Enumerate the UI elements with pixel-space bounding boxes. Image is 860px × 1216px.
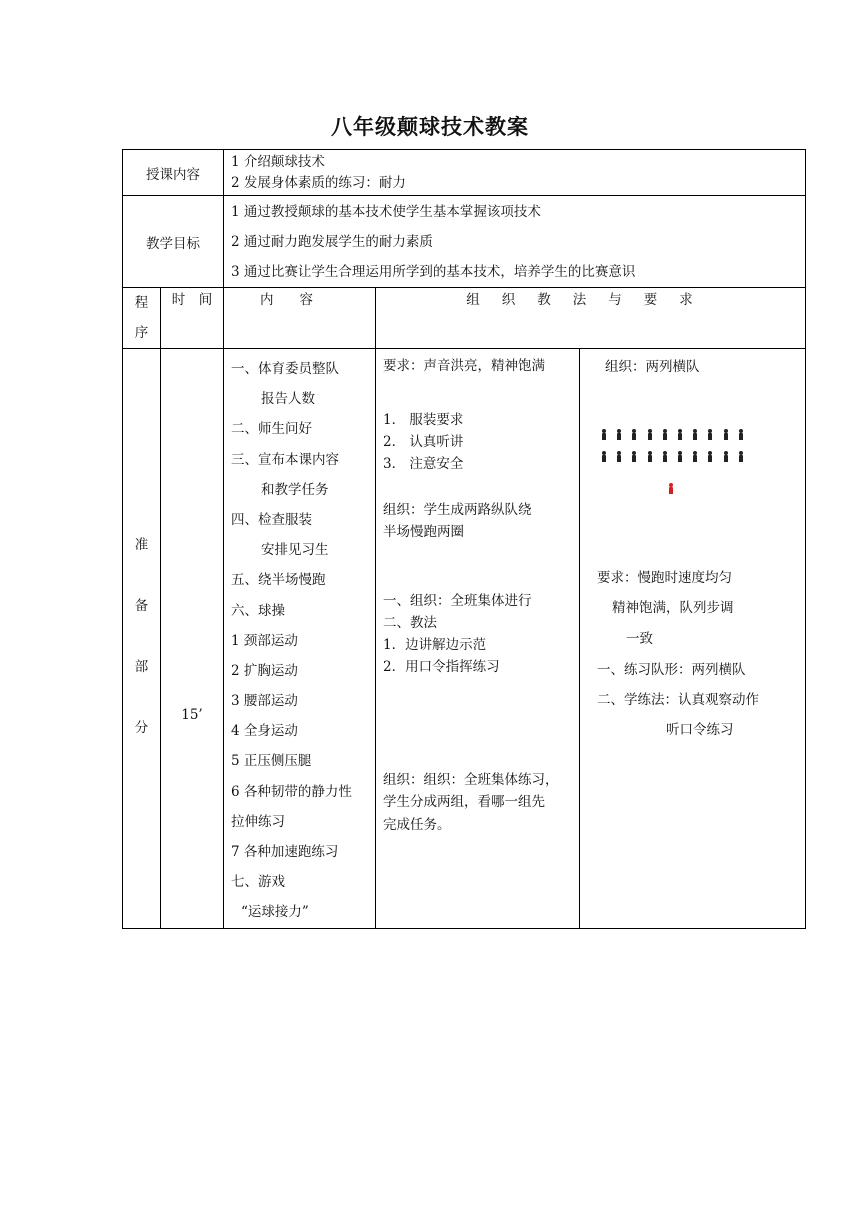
- method-left-item-3: 3． 注意安全: [383, 456, 464, 472]
- student-icon: [616, 451, 622, 462]
- content-item: 7 各种加速跑练习: [231, 844, 339, 860]
- method-right-item2-line1: 二、学练法：认真观察动作: [597, 692, 759, 708]
- section-name-char: 分: [134, 720, 149, 737]
- method-left-org2-line3: 1．边讲解边示范: [383, 637, 487, 653]
- row-teaching-goals: [123, 196, 806, 288]
- teaching-content-line: 2 发展身体素质的练习：耐力: [231, 175, 406, 191]
- student-icon: [662, 451, 668, 462]
- section-time-cell: [161, 349, 224, 929]
- content-item: 3 腰部运动: [231, 693, 298, 710]
- student-icon: [707, 451, 713, 462]
- teaching-content-line: 1 介绍颠球技术: [231, 154, 325, 170]
- page-title: 八年级颠球技术教案: [331, 115, 529, 139]
- method-right-item2-line2: 听口令练习: [666, 722, 734, 738]
- method-left-requirement: 要求：声音洪亮，精神饱满: [383, 358, 545, 374]
- section-name-char: 准: [134, 537, 149, 554]
- student-icon: [677, 429, 683, 440]
- header-procedure-char-2: 序: [134, 325, 149, 341]
- content-item: 六、球操: [231, 602, 285, 619]
- student-icon: [738, 451, 744, 462]
- section-row: [123, 349, 806, 929]
- teaching-goals-label: 教学目标: [123, 196, 224, 288]
- content-item: 5 正压侧压腿: [231, 753, 312, 770]
- method-left-org1-line2: 半场慢跑两圈: [383, 524, 464, 540]
- method-right-req-line2: 精神饱满，队列步调: [612, 600, 734, 616]
- content-item: 安排见习生: [261, 542, 329, 559]
- student-icon: [601, 429, 607, 440]
- table-header-row: [123, 288, 806, 349]
- method-left-org1-line1: 组织：学生成两路纵队绕: [383, 502, 532, 518]
- formation-label: 组织：两列横队: [605, 359, 700, 375]
- section-time: 15’: [181, 707, 203, 723]
- content-item: 三、宣布本课内容: [231, 451, 339, 468]
- content-item: 2 扩胸运动: [231, 662, 298, 679]
- content-item: 报告人数: [261, 391, 315, 408]
- method-left-org2-line1: 一、组织：全班集体进行: [383, 593, 532, 609]
- content-item: “运球接力”: [241, 904, 309, 921]
- content-item: 1 颈部运动: [231, 632, 298, 649]
- content-item: 五、绕半场慢跑: [231, 572, 326, 589]
- row-teaching-content: [123, 150, 806, 196]
- method-left-org2-line2: 二、教法: [383, 615, 437, 631]
- student-icon: [631, 429, 637, 440]
- method-right-req-line1: 要求：慢跑时速度均匀: [597, 570, 732, 586]
- section-name-char: 部: [134, 659, 149, 676]
- content-item: 七、游戏: [231, 874, 285, 891]
- content-item: 一、体育委员整队: [231, 361, 339, 377]
- student-icon: [692, 451, 698, 462]
- header-content: 内容: [224, 288, 376, 349]
- content-item: 二、师生问好: [231, 421, 312, 438]
- teaching-content-cell: [224, 150, 806, 196]
- method-right-item1: 一、练习队形：两列横队: [597, 662, 746, 678]
- method-left-org2-line4: 2．用口令指挥练习: [383, 659, 500, 675]
- method-left-org3-line2: 学生分成两组，看哪一组先: [383, 794, 545, 810]
- content-item: 四、检查服装: [231, 511, 312, 528]
- method-right-cell: [580, 349, 806, 929]
- teaching-goal-line: 2 通过耐力跑发展学生的耐力素质: [231, 234, 433, 250]
- content-item: 和教学任务: [261, 481, 329, 498]
- method-left-org3-line3: 完成任务。: [383, 817, 451, 833]
- section-content-cell: [224, 349, 376, 929]
- method-left-org3-line1: 组织：组织：全班集体练习，: [383, 772, 559, 788]
- header-method: 组织教法与要求: [376, 288, 806, 349]
- teaching-goal-line: 1 通过教授颠球的基本技术使学生基本掌握该项技术: [231, 204, 541, 220]
- student-icon: [601, 451, 607, 462]
- student-icon: [707, 429, 713, 440]
- teaching-goal-line: 3 通过比赛让学生合理运用所学到的基本技术，培养学生的比赛意识: [231, 264, 636, 280]
- teacher-icon: [668, 483, 674, 494]
- section-name-cell: [123, 349, 161, 929]
- student-icon: [723, 429, 729, 440]
- lesson-plan-table: [122, 149, 806, 929]
- method-left-item-1: 1． 服装要求: [383, 412, 464, 428]
- header-procedure-char-1: 程: [134, 295, 149, 311]
- student-icon: [692, 429, 698, 440]
- method-left-cell: [376, 349, 580, 929]
- content-item: 4 全身运动: [231, 723, 298, 740]
- student-icon: [677, 451, 683, 462]
- method-right-req-line3: 一致: [626, 631, 653, 647]
- header-procedure: [123, 288, 161, 349]
- student-icon: [631, 451, 637, 462]
- header-time: 时 间: [161, 288, 224, 349]
- student-icon: [647, 451, 653, 462]
- content-item: 拉伸练习: [231, 813, 285, 830]
- section-name-char: 备: [134, 598, 149, 615]
- student-icon: [723, 451, 729, 462]
- student-icon: [616, 429, 622, 440]
- student-icon: [662, 429, 668, 440]
- content-item: 6 各种韧带的静力性: [231, 783, 352, 800]
- student-icon: [738, 429, 744, 440]
- teaching-content-label: 授课内容: [123, 150, 224, 196]
- method-left-item-2: 2． 认真听讲: [383, 434, 464, 450]
- teaching-goals-cell: [224, 196, 806, 288]
- student-icon: [647, 429, 653, 440]
